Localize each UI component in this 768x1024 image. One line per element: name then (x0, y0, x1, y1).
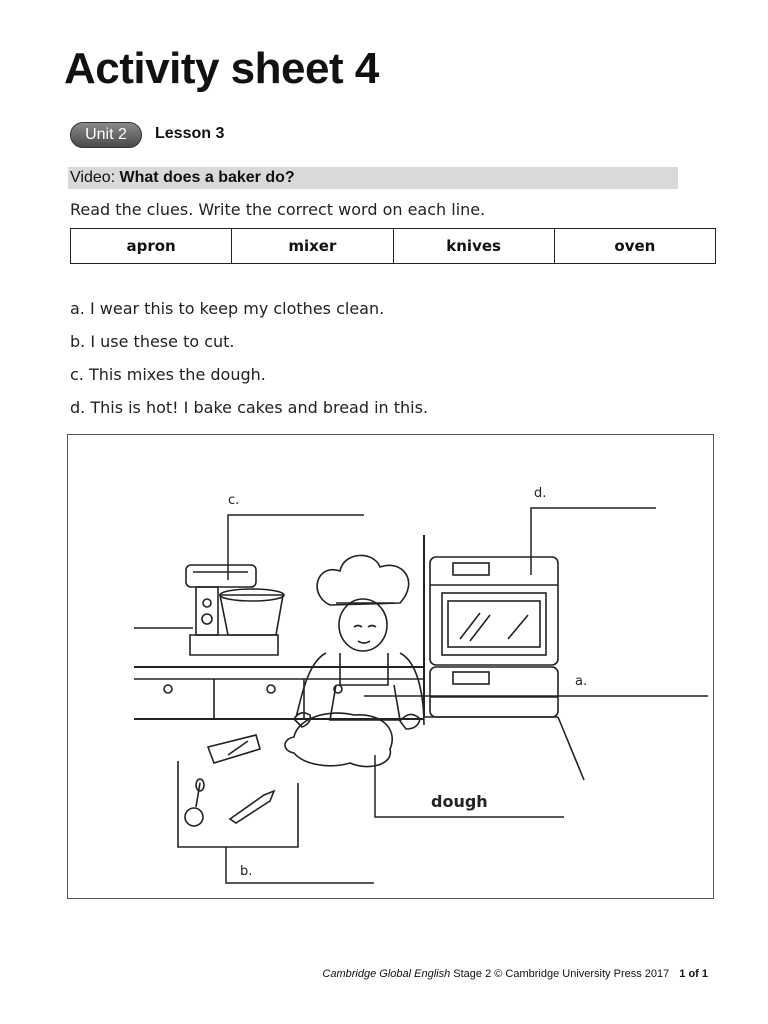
word-bank-cell: oven (554, 229, 715, 264)
footer-book: Cambridge Global English (322, 968, 451, 980)
clue-a: a. I wear this to keep my clothes clean. (70, 299, 385, 318)
label-c: c. (228, 493, 240, 508)
label-d: d. (534, 486, 547, 501)
clue-d: d. This is hot! I bake cakes and bread in this. (70, 398, 429, 417)
oven-drawing (430, 557, 558, 717)
video-title: What does a baker do? (119, 169, 295, 186)
scraper-drawing (208, 735, 260, 763)
example-answer: dough (431, 792, 488, 811)
word-bank-cell: knives (393, 229, 554, 264)
footer-page: 1 of 1 (679, 968, 708, 980)
page-title: Activity sheet 4 (64, 44, 379, 93)
footer-copyright: Stage 2 © Cambridge University Press 2017 (450, 968, 670, 980)
label-b: b. (240, 864, 253, 879)
word-bank-cell: apron (71, 229, 232, 264)
dough-drawing (285, 713, 392, 766)
mixer-drawing (186, 565, 284, 655)
video-prefix: Video: (70, 169, 116, 186)
bakery-illustration (68, 435, 715, 900)
word-bank-cell: mixer (232, 229, 393, 264)
clue-c: c. This mixes the dough. (70, 365, 266, 384)
video-title-bar (68, 167, 678, 189)
lesson-label: Lesson 3 (155, 125, 225, 142)
instructions: Read the clues. Write the correct word on each line. (70, 200, 486, 219)
clue-b: b. I use these to cut. (70, 332, 235, 351)
knives-drawing (185, 779, 274, 826)
unit-badge: Unit 2 (70, 122, 142, 148)
bakery-picture (67, 434, 714, 899)
footer (322, 968, 708, 980)
baker-drawing (294, 555, 424, 729)
label-a: a. (575, 674, 588, 689)
word-bank-table (70, 228, 716, 264)
